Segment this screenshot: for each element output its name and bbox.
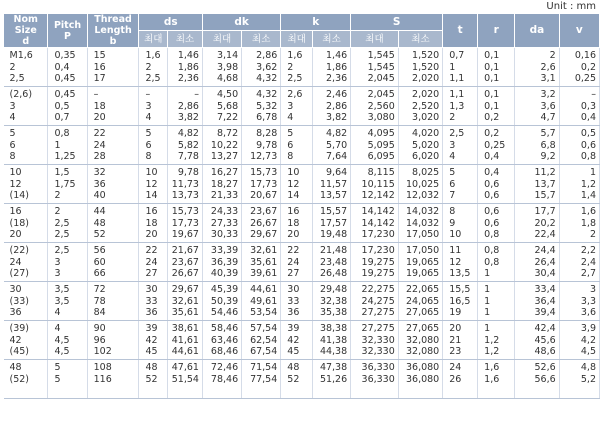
header-s-max: 최대 bbox=[351, 31, 399, 48]
cell-t: 5 6 7 bbox=[443, 165, 478, 204]
cell-t: 20 21 23 bbox=[443, 321, 478, 360]
cell-ds-max: 16 18 20 bbox=[139, 204, 168, 243]
cell-ds-max: 48 52 bbox=[139, 360, 168, 399]
cell-p: 0,45 0,5 0,7 bbox=[48, 87, 87, 126]
cell-da: 33,4 36,4 39,4 bbox=[515, 282, 559, 321]
cell-k-min: 4,82 5,70 7,64 bbox=[313, 126, 351, 165]
cell-v: 1 1,2 1,4 bbox=[559, 165, 599, 204]
cell-s-max: 22,275 24,275 27,275 bbox=[351, 282, 399, 321]
cell-p: 5 5 bbox=[48, 360, 87, 399]
cell-dk-min: 15,73 17,73 20,67 bbox=[242, 165, 281, 204]
cell-k-min: 38,38 41,38 44,38 bbox=[313, 321, 351, 360]
cell-s-min: 4,020 5,020 6,020 bbox=[398, 126, 442, 165]
socket-head-cap-screw-dimension-table bbox=[3, 13, 600, 399]
header-ds-min: 최소 bbox=[168, 31, 203, 48]
table-row bbox=[4, 360, 600, 399]
cell-k-min: 29,48 32,38 35,38 bbox=[313, 282, 351, 321]
cell-b: 44 48 52 bbox=[87, 204, 139, 243]
cell-t: 1,1 1,3 2 bbox=[443, 87, 478, 126]
cell-v: 0,16 0,2 0,25 bbox=[559, 48, 599, 87]
cell-b: – 18 20 bbox=[87, 87, 139, 126]
cell-r: 0,1 0,1 0,1 bbox=[478, 48, 515, 87]
cell-k-min: 2,46 2,86 3,82 bbox=[313, 87, 351, 126]
cell-t: 11 12 13,5 bbox=[443, 243, 478, 282]
cell-s-max: 4,095 5,095 6,095 bbox=[351, 126, 399, 165]
cell-s-max: 14,142 14,142 17,230 bbox=[351, 204, 399, 243]
header-da: da bbox=[515, 14, 559, 48]
cell-dk-max: 4,50 5,68 7,22 bbox=[202, 87, 241, 126]
cell-b: 90 96 102 bbox=[87, 321, 139, 360]
cell-k-max: 30 33 36 bbox=[281, 282, 313, 321]
cell-da: 2 2,6 3,1 bbox=[515, 48, 559, 87]
cell-v: 2,2 2,4 2,7 bbox=[559, 243, 599, 282]
cell-s-min: 17,050 19,065 19,065 bbox=[398, 243, 442, 282]
cell-dk-max: 33,39 36,39 40,39 bbox=[202, 243, 241, 282]
cell-r: 1 1,2 1,2 bbox=[478, 321, 515, 360]
cell-ds-max: 39 42 45 bbox=[139, 321, 168, 360]
table-row bbox=[4, 126, 600, 165]
cell-da: 5,7 6,8 9,2 bbox=[515, 126, 559, 165]
cell-dk-min: 8,28 9,78 12,73 bbox=[242, 126, 281, 165]
cell-s-min: 14,032 14,032 17,050 bbox=[398, 204, 442, 243]
table-row bbox=[4, 165, 600, 204]
header-dk-max: 최대 bbox=[202, 31, 241, 48]
cell-b: 22 24 28 bbox=[87, 126, 139, 165]
header-thread-length: Thread Length b bbox=[87, 14, 139, 48]
header-ds: ds bbox=[139, 14, 203, 31]
cell-k-min: 21,48 23,48 26,48 bbox=[313, 243, 351, 282]
cell-p: 3,5 3,5 4 bbox=[48, 282, 87, 321]
table-row bbox=[4, 87, 600, 126]
cell-dk-min: 44,61 49,61 53,54 bbox=[242, 282, 281, 321]
cell-p: 0,8 1 1,25 bbox=[48, 126, 87, 165]
cell-s-min: 1,520 1,520 2,020 bbox=[398, 48, 442, 87]
cell-k-max: 22 24 27 bbox=[281, 243, 313, 282]
cell-d: (2,6) 3 4 bbox=[4, 87, 48, 126]
cell-s-min: 22,065 24,065 27,065 bbox=[398, 282, 442, 321]
table-row bbox=[4, 243, 600, 282]
cell-d: 5 6 8 bbox=[4, 126, 48, 165]
cell-p: 2,5 3 3 bbox=[48, 243, 87, 282]
cell-k-min: 15,57 17,57 19,48 bbox=[313, 204, 351, 243]
header-k-max: 최대 bbox=[281, 31, 313, 48]
cell-k-max: 2,6 3 4 bbox=[281, 87, 313, 126]
cell-dk-min: 32,61 35,61 39,61 bbox=[242, 243, 281, 282]
cell-dk-min: 71,54 77,54 bbox=[242, 360, 281, 399]
cell-v: – 0,3 0,4 bbox=[559, 87, 599, 126]
header-v: v bbox=[559, 14, 599, 48]
cell-d: 30 (33) 36 bbox=[4, 282, 48, 321]
cell-s-max: 2,045 2,560 3,080 bbox=[351, 87, 399, 126]
table-row bbox=[4, 48, 600, 87]
cell-s-max: 27,275 32,330 32,330 bbox=[351, 321, 399, 360]
header-pitch: Pitch P bbox=[48, 14, 87, 48]
header-t: t bbox=[443, 14, 478, 48]
cell-s-min: 36,080 36,080 bbox=[398, 360, 442, 399]
table-body bbox=[4, 48, 600, 399]
cell-k-max: 39 42 45 bbox=[281, 321, 313, 360]
cell-ds-min: 9,78 11,73 13,73 bbox=[168, 165, 203, 204]
cell-s-max: 8,115 10,115 12,142 bbox=[351, 165, 399, 204]
cell-ds-max: 22 24 27 bbox=[139, 243, 168, 282]
cell-k-min: 9,64 11,57 13,57 bbox=[313, 165, 351, 204]
cell-dk-min: 23,67 26,67 29,67 bbox=[242, 204, 281, 243]
cell-p: 4 4,5 4,5 bbox=[48, 321, 87, 360]
table-row bbox=[4, 204, 600, 243]
header-row-top bbox=[4, 14, 600, 31]
cell-ds-min: 38,61 41,61 44,61 bbox=[168, 321, 203, 360]
cell-da: 11,2 13,7 15,7 bbox=[515, 165, 559, 204]
cell-dk-max: 8,72 10,22 13,27 bbox=[202, 126, 241, 165]
cell-d: (22) 24 (27) bbox=[4, 243, 48, 282]
cell-d: (39) 42 (45) bbox=[4, 321, 48, 360]
cell-v: 0,5 0,6 0,8 bbox=[559, 126, 599, 165]
cell-k-min: 1,46 1,86 2,36 bbox=[313, 48, 351, 87]
cell-d: 10 12 (14) bbox=[4, 165, 48, 204]
cell-da: 42,4 45,6 48,6 bbox=[515, 321, 559, 360]
cell-b: 72 78 84 bbox=[87, 282, 139, 321]
cell-v: 3 3,3 3,6 bbox=[559, 282, 599, 321]
cell-ds-min: – 2,86 3,82 bbox=[168, 87, 203, 126]
cell-t: 8 9 10 bbox=[443, 204, 478, 243]
cell-t: 0,7 1 1,1 bbox=[443, 48, 478, 87]
cell-b: 108 116 bbox=[87, 360, 139, 399]
cell-v: 1,6 1,8 2 bbox=[559, 204, 599, 243]
cell-d: 48 (52) bbox=[4, 360, 48, 399]
cell-v: 3,9 4,2 4,5 bbox=[559, 321, 599, 360]
cell-b: 15 16 17 bbox=[87, 48, 139, 87]
cell-da: 3,2 3,6 4,7 bbox=[515, 87, 559, 126]
cell-da: 17,7 20,2 22,4 bbox=[515, 204, 559, 243]
cell-p: 1,5 1,75 2 bbox=[48, 165, 87, 204]
cell-k-max: 48 52 bbox=[281, 360, 313, 399]
cell-p: 0,35 0,4 0,45 bbox=[48, 48, 87, 87]
cell-ds-min: 47,61 51,54 bbox=[168, 360, 203, 399]
cell-r: 0,2 0,25 0,4 bbox=[478, 126, 515, 165]
header-s-min: 최소 bbox=[398, 31, 442, 48]
cell-t: 24 26 bbox=[443, 360, 478, 399]
cell-r: 1 1 1 bbox=[478, 282, 515, 321]
cell-dk-max: 72,46 78,46 bbox=[202, 360, 241, 399]
cell-r: 0,8 0,8 1 bbox=[478, 243, 515, 282]
cell-r: 1,6 1,6 bbox=[478, 360, 515, 399]
cell-s-max: 17,230 19,275 19,275 bbox=[351, 243, 399, 282]
header-k: k bbox=[281, 14, 351, 31]
cell-r: 0,4 0,6 0,6 bbox=[478, 165, 515, 204]
cell-ds-min: 1,46 1,86 2,36 bbox=[168, 48, 203, 87]
cell-k-max: 10 12 14 bbox=[281, 165, 313, 204]
cell-b: 32 36 40 bbox=[87, 165, 139, 204]
cell-dk-min: 2,86 3,62 4,32 bbox=[242, 48, 281, 87]
cell-dk-min: 57,54 62,54 67,54 bbox=[242, 321, 281, 360]
header-ds-max: 최대 bbox=[139, 31, 168, 48]
cell-k-max: 5 6 8 bbox=[281, 126, 313, 165]
cell-d: 16 (18) 20 bbox=[4, 204, 48, 243]
cell-p: 2 2,5 2,5 bbox=[48, 204, 87, 243]
header-dk-min: 최소 bbox=[242, 31, 281, 48]
cell-s-max: 36,330 36,330 bbox=[351, 360, 399, 399]
cell-dk-max: 3,14 3,98 4,68 bbox=[202, 48, 241, 87]
cell-t: 15,5 16,5 19 bbox=[443, 282, 478, 321]
cell-ds-min: 29,67 32,61 35,61 bbox=[168, 282, 203, 321]
cell-s-max: 1,545 1,545 2,045 bbox=[351, 48, 399, 87]
cell-ds-min: 15,73 17,73 19,67 bbox=[168, 204, 203, 243]
header-k-min: 최소 bbox=[313, 31, 351, 48]
table-row bbox=[4, 282, 600, 321]
cell-k-min: 47,38 51,26 bbox=[313, 360, 351, 399]
cell-r: 0,6 0,6 0,8 bbox=[478, 204, 515, 243]
cell-s-min: 2,020 2,520 3,020 bbox=[398, 87, 442, 126]
cell-ds-min: 4,82 5,82 7,78 bbox=[168, 126, 203, 165]
cell-ds-max: 30 33 36 bbox=[139, 282, 168, 321]
cell-b: 56 60 66 bbox=[87, 243, 139, 282]
cell-dk-max: 58,46 63,46 68,46 bbox=[202, 321, 241, 360]
cell-d: M1,6 2 2,5 bbox=[4, 48, 48, 87]
cell-da: 24,4 26,4 30,4 bbox=[515, 243, 559, 282]
header-nom-size: Nom Size d bbox=[4, 14, 48, 48]
header-r: r bbox=[478, 14, 515, 48]
cell-dk-max: 45,39 50,39 54,46 bbox=[202, 282, 241, 321]
cell-da: 52,6 56,6 bbox=[515, 360, 559, 399]
cell-ds-max: 10 12 14 bbox=[139, 165, 168, 204]
cell-dk-max: 16,27 18,27 21,33 bbox=[202, 165, 241, 204]
unit-label: Unit : mm bbox=[546, 1, 596, 12]
header-dk: dk bbox=[202, 14, 280, 31]
header-s: S bbox=[351, 14, 443, 31]
cell-t: 2,5 3 4 bbox=[443, 126, 478, 165]
cell-v: 4,8 5,2 bbox=[559, 360, 599, 399]
cell-dk-min: 4,32 5,32 6,78 bbox=[242, 87, 281, 126]
cell-s-min: 8,025 10,025 12,032 bbox=[398, 165, 442, 204]
cell-k-max: 1,6 2 2,5 bbox=[281, 48, 313, 87]
cell-s-min: 27,065 32,080 32,080 bbox=[398, 321, 442, 360]
table-row bbox=[4, 321, 600, 360]
cell-r: 0,1 0,1 0,2 bbox=[478, 87, 515, 126]
cell-ds-max: 1,6 2 2,5 bbox=[139, 48, 168, 87]
cell-k-max: 16 18 20 bbox=[281, 204, 313, 243]
cell-ds-max: 5 6 8 bbox=[139, 126, 168, 165]
cell-dk-max: 24,33 27,33 30,33 bbox=[202, 204, 241, 243]
cell-ds-max: – 3 4 bbox=[139, 87, 168, 126]
cell-ds-min: 21,67 23,67 26,67 bbox=[168, 243, 203, 282]
